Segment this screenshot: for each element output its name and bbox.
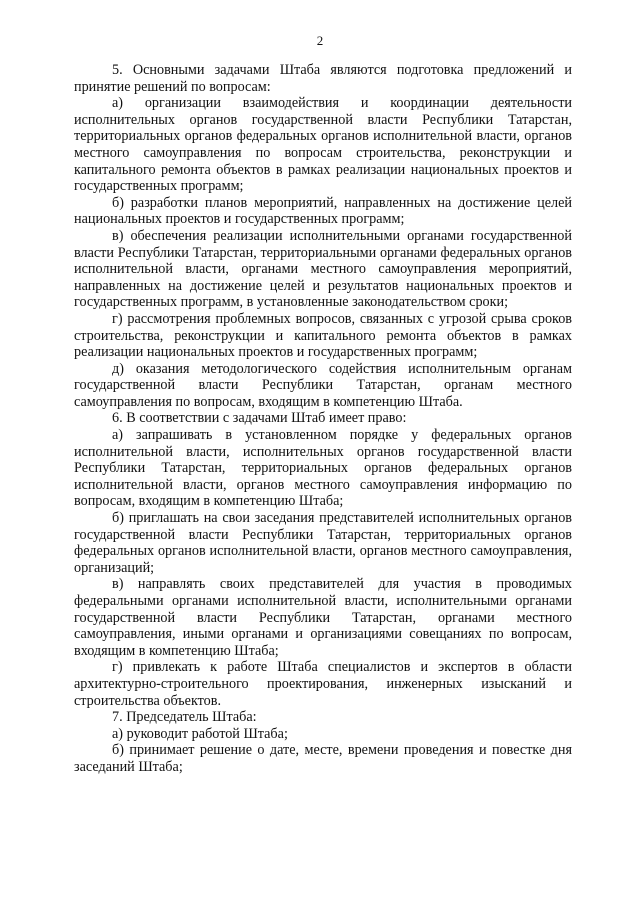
paragraph-5v: в) обеспечения реализации исполнительными органами государственной власти Республики Татарстан, территориальными органами федеральных органов исполнительной власти, органами местного самоуправления мероприятий, направленных на достижение целей и результатов национальных проектов и государственных программ, в установленные законодательством сроки; <box>74 227 572 311</box>
paragraph-7a: а) руководит работой Штаба; <box>112 725 288 742</box>
paragraph-7b: б) принимает решение о дате, месте, времени проведения и повестке дня заседаний Штаба; <box>74 742 572 775</box>
paragraph-5g: г) рассмотрения проблемных вопросов, связанных с угрозой срыва сроков строительства, реконструкции и капитального ремонта объектов в рамках реализации национальных проектов и государственных программ; <box>74 310 572 361</box>
paragraph-6g: г) привлекать к работе Штаба специалистов и экспертов в области архитектурно-строительного проектирования, инженерных изысканий и строительства объектов. <box>74 659 572 709</box>
paragraph-5: 5. Основными задачами Штаба являются подготовка предложений и принятие решений по вопросам: <box>74 62 572 95</box>
document-body <box>74 62 572 776</box>
paragraph-6b: б) приглашать на свои заседания представителей исполнительных органов государственной власти Республики Татарстан, территориальных органов федеральных органов исполнительной власти, органов местного самоуправления, организаций; <box>74 510 572 576</box>
paragraph-7: 7. Председатель Штаба: <box>112 709 257 726</box>
paragraph-6a: а) запрашивать в установленном порядке у федеральных органов исполнительной власти, исполнительных органов государственной власти Республики Татарстан, территориальных органов федеральных органов исполнительной власти, органов местного самоуправления информацию по вопросам, входящим в компетенцию Штаба; <box>74 427 572 510</box>
paragraph-6: 6. В соответствии с задачами Штаб имеет право: <box>112 410 407 427</box>
paragraph-6v: в) направлять своих представителей для участия в проводимых федеральными органами исполнительной власти, исполнительными органами государственной власти Республики Татарстан, органами местного самоуправления, иными органами и организациями совещаниях по вопросам, входящим в компетенцию Штаба; <box>74 576 572 659</box>
paragraph-5b: б) разработки планов мероприятий, направленных на достижение целей национальных проектов и государственных программ; <box>74 194 572 228</box>
page-number: 2 <box>316 33 324 48</box>
paragraph-5a: а) организации взаимодействия и координации деятельности исполнительных органов государственной власти Республики Татарстан, территориальных органов федеральных органов исполнительной власти, органов местного самоуправления по вопросам строительства, реконструкции и капитального ремонта объектов в рамках реализации национальных проектов и государственных программ; <box>74 95 572 195</box>
paragraph-5d: д) оказания методологического содействия исполнительным органам государственной власти Республики Татарстан, органам местного самоуправления по вопросам, входящим в компетенцию Штаба. <box>74 360 572 410</box>
